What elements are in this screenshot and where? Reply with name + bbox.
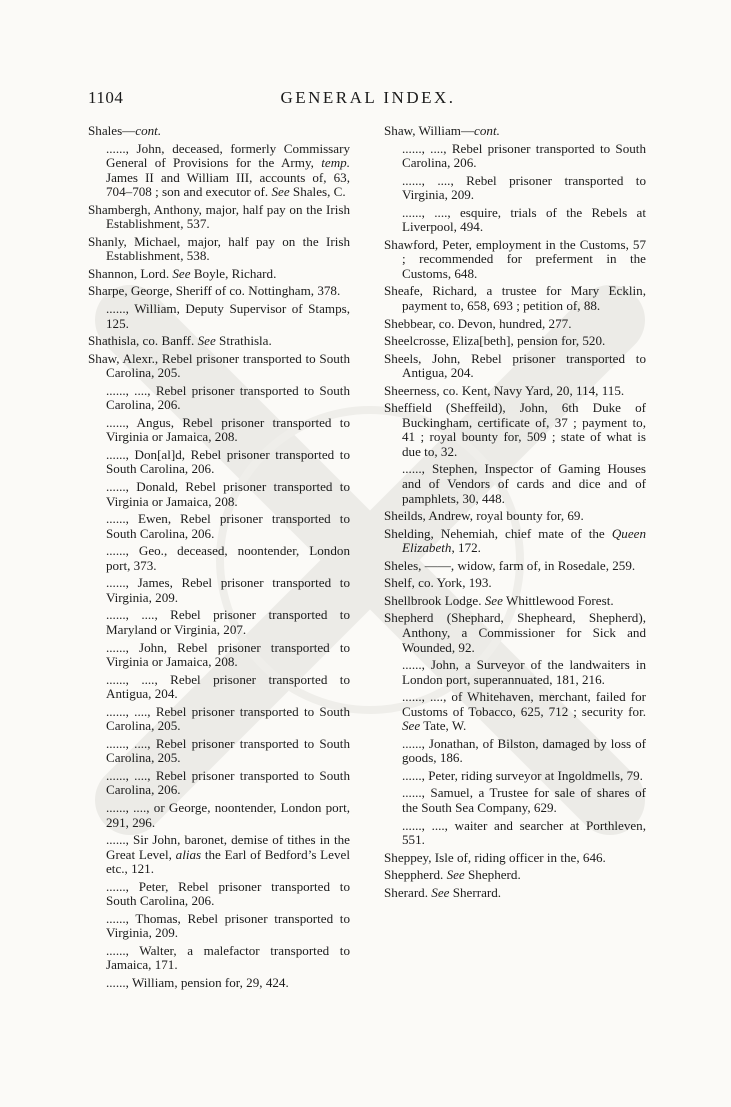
index-column-right — [384, 124, 646, 903]
index-entry — [88, 352, 350, 381]
index-entry — [384, 527, 646, 556]
entry-text: ......, Peter, Rebel prisoner transported to South Carolina, 206. — [106, 878, 350, 909]
entry-italic: See — [197, 333, 216, 349]
entry-text: Shales, C. — [289, 184, 346, 200]
entry-text: Shellbrook Lodge. — [384, 592, 485, 608]
index-entry — [88, 284, 350, 299]
entry-text: the Earl of Bedford’s Level etc., 121. — [106, 846, 350, 877]
entry-text: ......, ...., Rebel prisoner transported to South Carolina, 205. — [106, 735, 350, 766]
running-head: GENERAL INDEX. — [280, 88, 456, 107]
entry-italic: See — [484, 592, 503, 608]
index-subentry — [88, 384, 350, 413]
entry-text: ......, Angus, Rebel prisoner transported to Virginia or Jamaica, 208. — [106, 414, 350, 445]
index-entry — [384, 401, 646, 459]
index-subentry — [384, 142, 646, 171]
entry-text: Whittlewood Forest. — [502, 592, 614, 608]
entry-italic: See — [431, 884, 450, 900]
index-subentry — [88, 641, 350, 670]
entry-text: ......, Peter, riding surveyor at Ingoldmells, 79. — [402, 767, 643, 783]
entry-text: ......, James, Rebel prisoner transported to Virginia, 209. — [106, 575, 350, 605]
page-header — [88, 88, 648, 118]
index-subentry — [88, 880, 350, 909]
entry-text: Sheffield (Sheffeild), John, 6th Duke of Buckingham, certificate of, 37 ; payment to, 41 ; royal bounty for, 509 ; state of what is due to, 32. — [384, 400, 646, 459]
index-subentry — [88, 833, 350, 877]
entry-text: ......, William, Deputy Supervisor of Stamps, 125. — [106, 301, 350, 331]
entry-text: Sheles, ——, widow, farm of, in Rosedale, 259. — [384, 557, 636, 573]
entry-text: Boyle, Richard. — [190, 265, 277, 281]
entry-text: Shebbear, co. Devon, hundred, 277. — [384, 315, 572, 331]
entry-text: Shathisla, co. Banff. — [88, 333, 198, 349]
entry-text: ......, Walter, a malefactor transported to Jamaica, 171. — [106, 942, 350, 973]
index-subentry — [88, 976, 350, 991]
index-entry — [384, 317, 646, 332]
entry-italic: See — [271, 184, 290, 200]
entry-text: Shepherd (Shephard, Shepheard, Shepherd), Anthony, a Commissioner for Sick and Wounded, 92. — [384, 610, 646, 655]
entry-italic: temp. — [321, 155, 350, 171]
index-subentry — [384, 786, 646, 815]
entry-text: ......, ...., of Whitehaven, merchant, failed for Customs of Tobacco, 625, 712 ; security for. — [402, 689, 646, 719]
index-entry — [384, 384, 646, 399]
entry-text: ......, Sir John, baronet, demise of tithes in the Great Level, — [106, 832, 350, 862]
index-column-left — [88, 124, 350, 994]
index-entry — [384, 611, 646, 655]
entry-text: ......, ...., Rebel prisoner transported to Maryland or Virginia, 207. — [106, 607, 350, 637]
entry-text: ......, ...., esquire, trials of the Rebels at Liverpool, 494. — [402, 204, 646, 235]
index-subentry — [88, 801, 350, 830]
index-subentry — [88, 944, 350, 973]
index-subentry — [88, 737, 350, 766]
index-subentry — [384, 819, 646, 848]
entry-text: ......, Thomas, Rebel prisoner transported to Virginia, 209. — [106, 910, 350, 941]
entry-text: Sheerness, co. Kent, Navy Yard, 20, 114, 115. — [384, 382, 625, 398]
entry-text: Shannon, Lord. — [88, 265, 173, 281]
entry-text: ......, ...., Rebel prisoner transported to Virginia, 209. — [402, 172, 646, 203]
index-subentry — [88, 705, 350, 734]
entry-text: Shaw, William— — [384, 123, 475, 138]
index-entry — [384, 509, 646, 524]
entry-text: ......, ...., Rebel prisoner transported to South Carolina, 206. — [402, 140, 646, 171]
index-entry — [384, 238, 646, 282]
entry-text: ......, ...., Rebel prisoner transported to South Carolina, 206. — [106, 382, 350, 413]
entry-text: Sheafe, Richard, a trustee for Mary Ecklin, payment to, 658, 693 ; petition of, 88. — [384, 283, 646, 314]
entry-text: ......, ...., Rebel prisoner transported to South Carolina, 205. — [106, 703, 350, 734]
index-entry — [384, 576, 646, 591]
index-subentry — [88, 416, 350, 445]
index-subentry — [88, 448, 350, 477]
index-entry — [88, 267, 350, 282]
index-subentry — [88, 480, 350, 509]
entry-italic: alias — [175, 846, 202, 862]
entry-text: ......, John, Rebel prisoner transported to Virginia or Jamaica, 208. — [106, 639, 350, 670]
index-entry — [88, 334, 350, 349]
index-continuation-head — [384, 124, 646, 139]
index-entry — [384, 851, 646, 866]
entry-text: ......, Don[al]d, Rebel prisoner transported to South Carolina, 206. — [106, 446, 350, 477]
entry-text: Shanly, Michael, major, half pay on the Irish Establishment, 538. — [88, 233, 350, 264]
index-entry — [384, 868, 646, 883]
entry-text: James II and William III, accounts of, 63, 704–708 ; son and executor of. — [106, 169, 350, 200]
entry-italic: cont. — [474, 123, 500, 138]
entry-text: ......, John, a Surveyor of the landwaiters in London port, superannuated, 181, 216. — [402, 657, 646, 687]
entry-italic: See — [446, 867, 465, 883]
index-entry — [384, 284, 646, 313]
entry-text: ......, William, pension for, 29, 424. — [106, 974, 289, 990]
entry-italic: Queen Elizabeth — [402, 525, 646, 556]
index-entry — [384, 886, 646, 901]
entry-text: ......, ...., or George, noontender, London port, 291, 296. — [106, 799, 350, 830]
entry-italic: See — [402, 718, 421, 734]
index-subentry — [88, 673, 350, 702]
index-subentry — [384, 174, 646, 203]
entry-text: Shawford, Peter, employment in the Customs, 57 ; recommended for preferment in the Customs, 648. — [384, 236, 646, 281]
index-entry — [384, 334, 646, 349]
entry-text: ......, ...., Rebel prisoner transported to South Carolina, 206. — [106, 767, 350, 798]
index-entry — [384, 559, 646, 574]
index-entry — [384, 594, 646, 609]
entry-text: ......, John, deceased, formerly Commissary General of Provisions for the Army, — [106, 140, 350, 171]
entry-text: Sheppherd. — [384, 867, 447, 883]
index-subentry — [88, 912, 350, 941]
index-subentry — [384, 462, 646, 506]
entry-italic: See — [172, 265, 191, 281]
index-subentry — [88, 512, 350, 541]
page-number: 1104 — [88, 88, 124, 107]
index-subentry — [88, 142, 350, 200]
entry-text: Shepherd. — [464, 867, 521, 883]
entry-text: Strathisla. — [215, 333, 272, 349]
entry-text: ......, Geo., deceased, noontender, London port, 373. — [106, 543, 350, 573]
index-subentry — [384, 690, 646, 734]
entry-text: , 172. — [451, 540, 481, 556]
entry-text: Sheilds, Andrew, royal bounty for, 69. — [384, 508, 584, 524]
index-subentry — [88, 769, 350, 798]
entry-text: Shelf, co. York, 193. — [384, 575, 492, 591]
index-entry — [384, 352, 646, 381]
index-subentry — [88, 544, 350, 573]
entry-text: Sharpe, George, Sheriff of co. Nottingham, 378. — [88, 283, 341, 299]
entry-text: Sheppey, Isle of, riding officer in the, 646. — [384, 849, 606, 865]
entry-text: ......, ...., waiter and searcher at Porthleven, 551. — [402, 817, 646, 848]
index-entry — [88, 235, 350, 264]
index-continuation-head — [88, 124, 350, 139]
index-subentry — [88, 576, 350, 605]
index-entry — [88, 203, 350, 232]
entry-text: Sherrard. — [449, 884, 502, 900]
index-subentry — [88, 608, 350, 637]
entry-text: Shales— — [88, 123, 136, 138]
entry-text: ......, ...., Rebel prisoner transported to Antigua, 204. — [106, 671, 350, 702]
entry-text: Sheelcrosse, Eliza[beth], pension for, 520. — [384, 333, 606, 349]
index-subentry — [88, 302, 350, 331]
entry-text: Shaw, Alexr., Rebel prisoner transported to South Carolina, 205. — [88, 350, 350, 381]
index-subentry — [384, 658, 646, 687]
entry-text: ......, Jonathan, of Bilston, damaged by loss of goods, 186. — [402, 735, 646, 766]
entry-text: Sherard. — [384, 884, 432, 900]
entry-text: ......, Stephen, Inspector of Gaming Houses and of Vendors of cards and dice and of pamphlets, 30, 448. — [402, 461, 646, 506]
entry-text: ......, Ewen, Rebel prisoner transported to South Carolina, 206. — [106, 511, 350, 541]
index-subentry — [384, 737, 646, 766]
entry-text: Shambergh, Anthony, major, half pay on the Irish Establishment, 537. — [88, 201, 350, 232]
index-subentry — [384, 769, 646, 784]
entry-italic: cont. — [135, 123, 162, 138]
entry-text: Sheels, John, Rebel prisoner transported to Antigua, 204. — [384, 350, 646, 381]
entry-text: Shelding, Nehemiah, chief mate of the — [384, 525, 612, 541]
entry-text: Tate, W. — [420, 718, 467, 734]
entry-text: ......, Donald, Rebel prisoner transported to Virginia or Jamaica, 208. — [106, 479, 350, 509]
entry-text: ......, Samuel, a Trustee for sale of shares of the South Sea Company, 629. — [402, 785, 646, 815]
index-subentry — [384, 206, 646, 235]
